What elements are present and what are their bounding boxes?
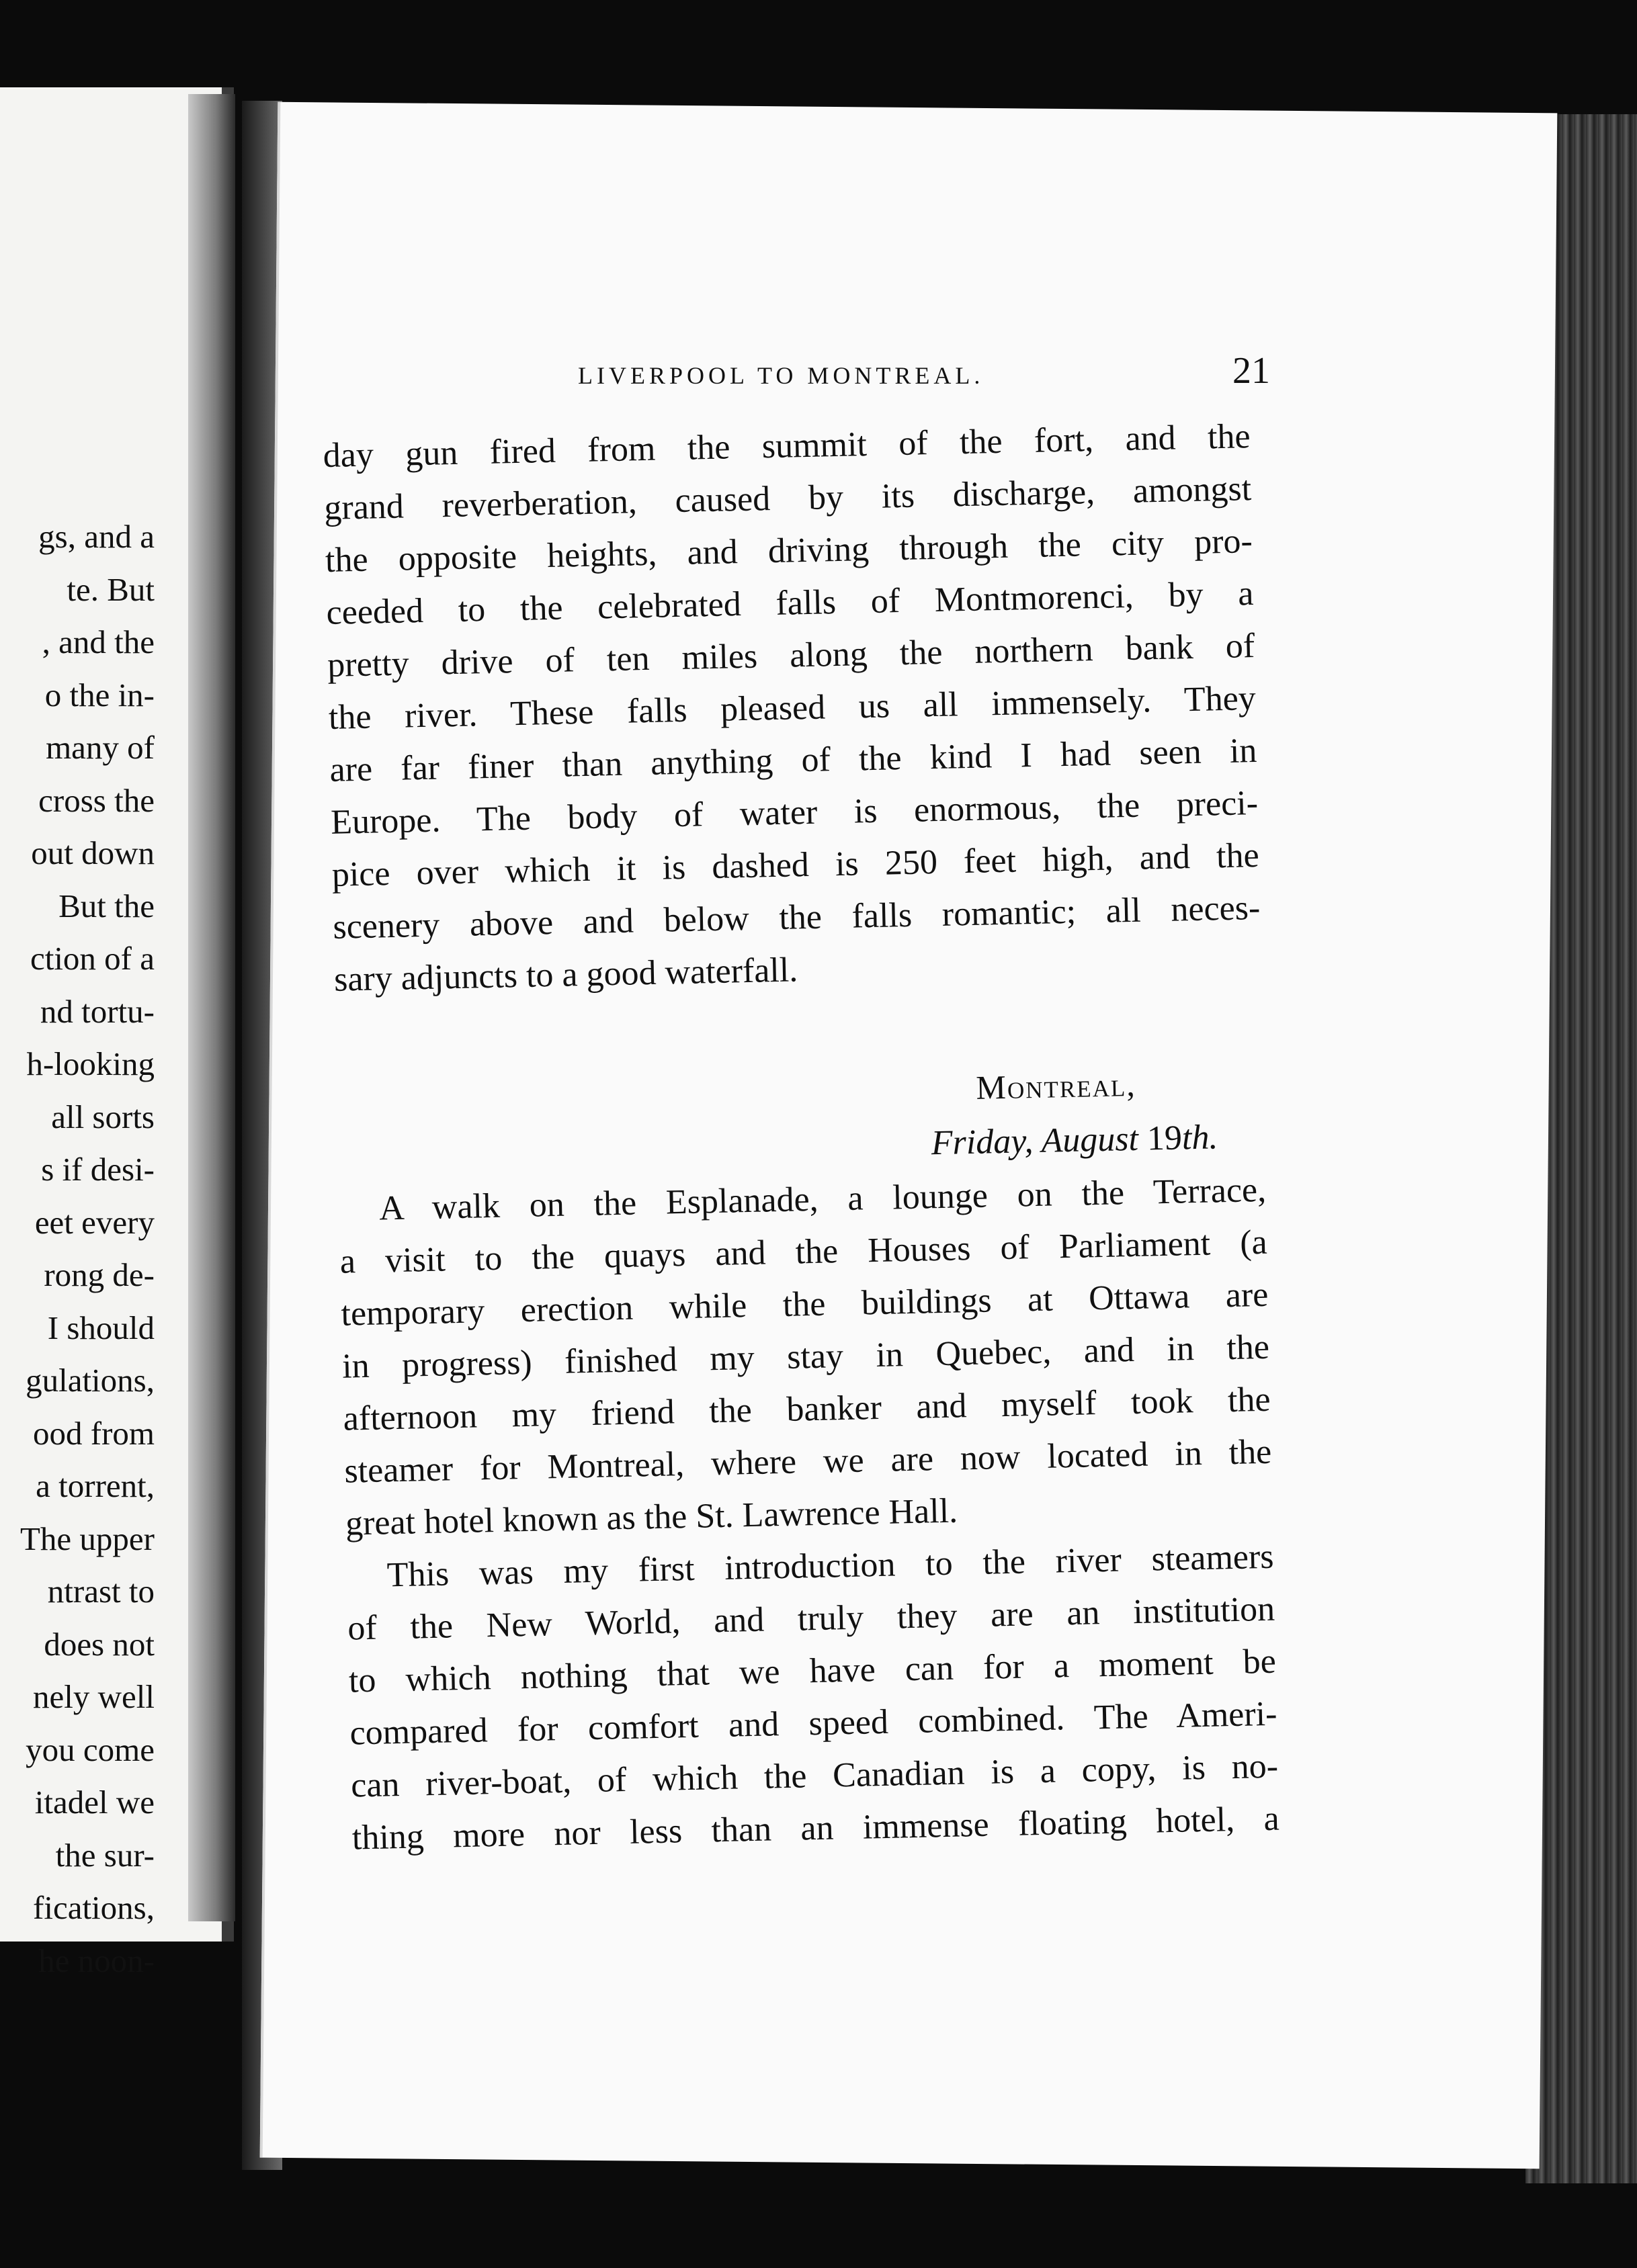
text-line: are far finer than anything of the kind I had seen in [329, 731, 1257, 789]
previous-page-line: you come [26, 1731, 155, 1768]
letter-dateline [336, 1054, 1265, 1184]
previous-page-line: a torrent, [36, 1467, 155, 1504]
previous-page-line: the sur- [55, 1836, 155, 1874]
previous-page-line: h-looking [26, 1045, 155, 1082]
dateline-place: Montreal, [975, 1065, 1137, 1106]
paragraph [338, 1164, 1273, 1551]
text-line: pice over which it is dashed is 250 feet high, and the [331, 836, 1260, 894]
text-line: great hotel known as the St. Lawrence Hall. [345, 1491, 958, 1543]
text-line: the river. These falls pleased us all immensely. They [328, 679, 1257, 737]
text-line: afternoon my friend the banker and myself took the [343, 1380, 1271, 1438]
previous-page-line: rong de- [44, 1256, 155, 1293]
previous-page-line: ood from [33, 1414, 155, 1452]
previous-page-line: But the [58, 887, 155, 924]
page-header [309, 349, 1270, 410]
previous-page-line: gulations, [26, 1362, 155, 1399]
previous-page-text [20, 511, 155, 1987]
previous-page-line: ction of a [30, 940, 155, 977]
text-line: sary adjuncts to a good waterfall. [333, 951, 798, 999]
text-line: can river-boat, of which the Canadian is a copy, is no- [350, 1747, 1279, 1805]
text-line: A walk on the Esplanade, a lounge on the Terrace, [378, 1170, 1267, 1228]
page-number: 21 [1232, 350, 1270, 392]
text-line: steamer for Montreal, where we are now located in the [343, 1432, 1272, 1491]
text-line: temporary erection while the buildings at Ottawa are [340, 1275, 1269, 1334]
previous-page-line: I should [47, 1309, 155, 1346]
text-line: grand reverberation, caused by its discharge, amongst [323, 470, 1252, 527]
text-line: compared for comfort and speed combined. The Ameri- [349, 1694, 1277, 1753]
previous-page-line: does not [44, 1625, 155, 1663]
previous-page-line: out down [31, 834, 155, 871]
running-head: LIVERPOOL TO MONTREAL. [578, 362, 984, 389]
previous-page-line: , and the [42, 623, 155, 660]
dateline-ordinal: th. [1181, 1118, 1218, 1158]
previous-page-line: nd tortu- [40, 992, 155, 1030]
paragraph [323, 410, 1262, 1006]
previous-page-line: ntrast to [47, 1573, 155, 1610]
previous-page-line: itadel we [34, 1784, 155, 1821]
dateline-weekday-month: Friday, August [931, 1119, 1148, 1163]
text-line: thing more nor less than an immense floating hotel, a [351, 1799, 1280, 1858]
previous-page-line: fications, [33, 1889, 155, 1926]
previous-page-line: o the in- [44, 676, 155, 713]
text-line: pretty drive of ten miles along the northern bank of [327, 627, 1255, 685]
book-gutter [188, 94, 235, 1921]
text-line: the opposite heights, and driving through the city pro- [325, 522, 1253, 580]
previous-page-line: gs, and a [38, 518, 155, 555]
text-line: to which nothing that we have can for a moment be [348, 1642, 1277, 1700]
previous-page-line: The upper [20, 1520, 155, 1557]
previous-page-line: nely well [33, 1678, 155, 1715]
previous-page-line: all sorts [51, 1098, 155, 1135]
text-line: in progress) finished my stay in Quebec, and in the [341, 1327, 1270, 1386]
paragraph [346, 1531, 1279, 1865]
previous-page-line: te. But [67, 570, 155, 608]
text-line: ceeded to the celebrated falls of Montmorenci, by a [326, 574, 1255, 632]
page-body [323, 410, 1279, 1864]
text-line: of the New World, and truly they are an institution [347, 1589, 1275, 1648]
dateline-day: 19 [1146, 1119, 1183, 1158]
text-line: This was my first introduction to the river steamers [386, 1537, 1275, 1595]
previous-page-line: many of [46, 729, 155, 766]
text-line: Europe. The body of water is enormous, the preci- [330, 783, 1259, 842]
previous-page-line: he noon- [38, 1942, 155, 1979]
previous-page-line: eet every [34, 1203, 155, 1241]
text-line: day gun fired from the summit of the fort, and the [323, 417, 1251, 475]
text-line: a visit to the quays and the Houses of Parliament (a [339, 1223, 1268, 1281]
text-line: scenery above and below the falls romantic; all neces- [332, 888, 1261, 947]
previous-page-line: s if desi- [41, 1151, 155, 1188]
previous-page-line: cross the [38, 781, 155, 819]
